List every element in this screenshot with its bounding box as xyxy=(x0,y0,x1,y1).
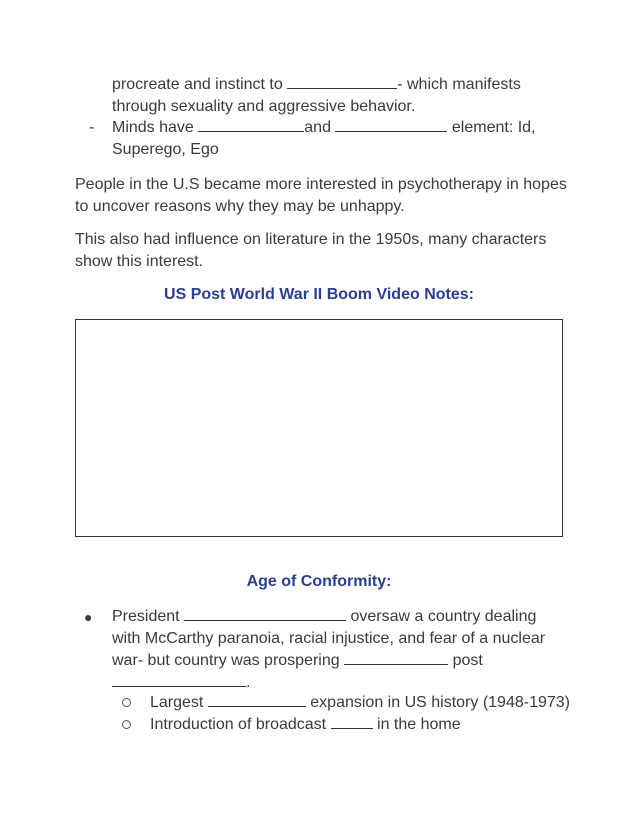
psych-line-3 xyxy=(112,117,536,139)
psych-text: Minds have xyxy=(112,119,194,136)
psych-line-4: Superego, Ego xyxy=(112,141,219,158)
psych-line-1 xyxy=(112,74,521,96)
circle-bullet-icon xyxy=(122,698,131,707)
conformity-text: post xyxy=(452,652,483,669)
psych-text: element: Id, xyxy=(451,119,536,136)
conformity-line-1 xyxy=(112,606,536,628)
fill-blank[interactable] xyxy=(287,76,397,89)
psych-text: procreate and instinct to xyxy=(112,76,283,93)
sub-item-text: Largest xyxy=(150,694,204,711)
psych-text: and xyxy=(304,119,331,136)
conformity-text: President xyxy=(112,608,180,625)
sub-item-text: expansion in US history (1948-1973) xyxy=(310,694,570,711)
video-notes-heading: US Post World War II Boom Video Notes: xyxy=(164,286,474,303)
conformity-line-4 xyxy=(112,672,250,694)
video-notes-box[interactable] xyxy=(75,319,563,537)
fill-blank[interactable] xyxy=(331,716,373,729)
fill-blank[interactable] xyxy=(344,652,448,665)
sub-item-2 xyxy=(150,714,461,736)
circle-bullet-icon xyxy=(122,720,131,729)
conformity-line-3 xyxy=(112,650,483,672)
sub-item-text: Introduction of broadcast xyxy=(150,716,327,733)
fill-blank[interactable] xyxy=(112,674,246,687)
paragraph-1-line-2: to uncover reasons why they may be unhappy. xyxy=(75,198,405,215)
dash-marker: - xyxy=(89,119,95,136)
conformity-line-2: with McCarthy paranoia, racial injustice, and fear of a nuclear xyxy=(112,630,546,647)
conformity-heading: Age of Conformity: xyxy=(246,573,392,590)
conformity-text: oversaw a country dealing xyxy=(350,608,537,625)
fill-blank[interactable] xyxy=(184,608,346,621)
fill-blank[interactable] xyxy=(198,119,304,132)
paragraph-1-line-1: People in the U.S became more interested in psychotherapy in hopes xyxy=(75,176,567,193)
psych-text: - which manifests xyxy=(397,76,521,93)
conformity-text: . xyxy=(246,674,251,691)
conformity-text: war- but country was prospering xyxy=(112,652,340,669)
psych-line-2: through sexuality and aggressive behavior. xyxy=(112,98,416,115)
paragraph-2-line-2: show this interest. xyxy=(75,253,204,270)
bullet-icon: ● xyxy=(84,609,93,625)
fill-blank[interactable] xyxy=(208,694,306,707)
sub-item-1 xyxy=(150,692,570,714)
paragraph-2-line-1: This also had influence on literature in the 1950s, many characters xyxy=(75,231,547,248)
sub-item-text: in the home xyxy=(377,716,461,733)
fill-blank[interactable] xyxy=(335,119,447,132)
